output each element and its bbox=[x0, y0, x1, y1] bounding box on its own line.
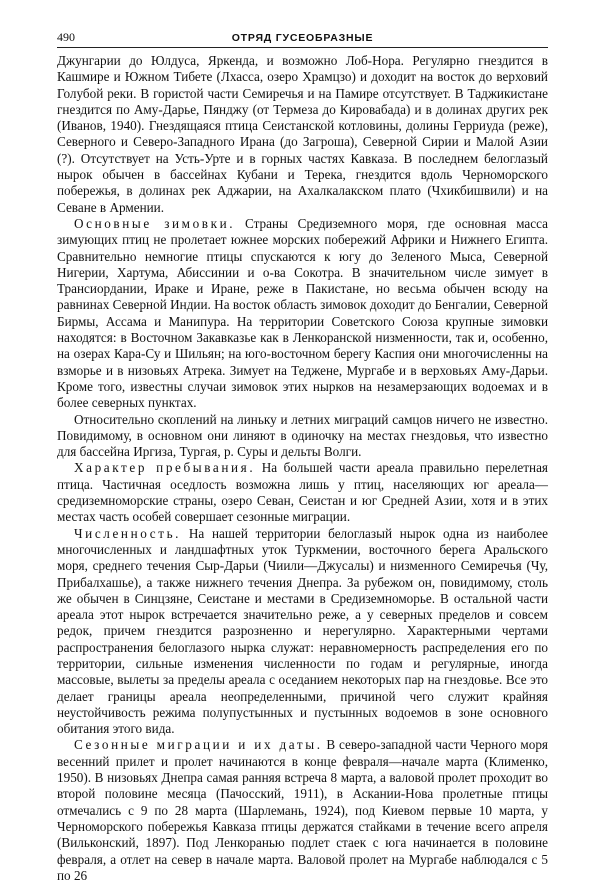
section-heading-migrations: Сезонные миграции и их даты. bbox=[74, 737, 323, 753]
paragraph-range-continuation bbox=[57, 53, 548, 216]
section-heading-abundance: Численность. bbox=[74, 525, 182, 541]
section-heading-residency: Характер пребывания. bbox=[74, 460, 256, 476]
paragraph-text: На нашей территории белоглазый нырок одна из наиболее многочисленных и ландшафтных уток Туркмении, восточного берега Аральского моря, среднего течения Сыр-Дарьи (Чиили—Джусалы) и низменного Семиречья (Чу, Прибалхашье), а также нижнего течения Днепра. За рубежом он, повидимому, столь же обычен в Синцзяне, Сеистане и местами в Средиземноморье. В остальной части ареала этот нырок встречается значительно реже, а у северных пределов и совсем редок, причем гнездится разрозненно и нерегулярно. Характерными чертами распространения белоглазого нырка служат: неравномерность распределения его по территории, сильные изменения численности по годам и регулярные, иногда массовые, вылеты за пределы ареала с оседанием некоторых пар на гнездовье. Все это делает границы ареала неопределенными, причиной чего служит крайняя неустойчивость режима полупустынных и пустынных водоемов в зоне основного обитания этого вида. bbox=[57, 525, 548, 737]
paragraph-wintering bbox=[57, 216, 548, 412]
running-title: ОТРЯД ГУСЕОБРАЗНЫЕ bbox=[231, 32, 374, 44]
body-text bbox=[57, 53, 548, 884]
paragraph-migrations bbox=[57, 737, 548, 884]
section-heading-wintering: Основные зимовки. bbox=[74, 215, 236, 231]
paragraph-text: Страны Средиземного моря, где основная масса зимующих птиц не пролетает южнее морских побережий Африки и Нижнего Египта. Сравнительно немногие птицы спускаются к югу до Зеленого Мыса, Северной Нигерии, Хартума, Абиссинии и о-ва Сокотра. В значительном числе зимует в Трансиордании, Ираке и Иране, реже в Пакистане, но весьма обычен всюду на равнинах Северной Индии. На восток область зимовок доходит до Бенгалии, Северной Бирмы, Ассама и Манипура. На территории Советского Союза крупные зимовки находятся: в Восточном Закавказье как в Ленкоранской низменности, так и, особенно, на озерах Кара-Су и Шильян; на юго-восточном берегу Каспия они многочисленны на взморье и в низовьях Атрека. Зимует на Теджене, Мургабе и в верховьях Аму-Дарьи. Кроме того, известны случаи зимовок этих нырков на незамерзающих водоемах и в более северных пунктах. bbox=[57, 215, 548, 411]
paragraph-text: Относительно скоплений на линьку и летних миграций самцов ничего не известно. Повидимому, в основном они линяют в одиночку на местах гнездовья, что известно для бассейна Иргиза, Тургая, р. Суры и дельты Волги. bbox=[57, 411, 548, 460]
paragraph-molting bbox=[57, 412, 548, 461]
paragraph-text: На большей части ареала правильно перелетная птица. Частичная оседлость возможна лишь у птиц, населяющих юг ареала—средиземноморские страны, озеро Севан, Сеистан и юг Средней Азии, хотя и в этих местах часть особей совершает сезонные миграции. bbox=[57, 460, 548, 525]
paragraph-residency bbox=[57, 460, 548, 525]
paragraph-text: Джунгарии до Юлдуса, Яркенда, и возможно Лоб-Нора. Регулярно гнездится в Кашмире и Южном Тибете (Лхасса, озеро Храмцзо) и доходит на восток до верховий Голубой реки. В гористой части Семиречья и на Памире отсутствует. В Таджикистане гнездится по Аму-Дарье, Пянджу (от Термеза до Кировабада) и в долинах других рек (Иванов, 1940). Гнездящаяся птица Сеистанской котловины, долины Герриуда (реже), Северного и Северо-Западного Ирана (до Загроша), Северной Сирии и Малой Азии (?). Отсутствует на Усть-Урте и в горных частях Кавказа. В последнем белоглазый нырок обычен в бассейнах Кубани и Терека, гнездится вдоль Черноморского побережья, в долинах рек Аджарии, на Ахалкалакском плато (Чхикбишвили) и на Севане в Армении. bbox=[57, 53, 548, 215]
page-number: 490 bbox=[57, 30, 75, 44]
paragraph-abundance bbox=[57, 526, 548, 738]
paragraph-text: В северо-западной части Черного моря весенний прилет и пролет начинаются в конце февраля—начале марта (Клименко, 1950). В низовьях Днепра самая ранняя встреча 8 марта, а валовой пролет проходит во второй половине месяца (Пачосский, 1911), в Аскании-Нова пролетные птицы отмечались с 9 по 28 марта (Шарлемань, 1924), под Киевом первые 10 марта, у Черноморского побережья Кавказа птицы держатся стайками в течение всего апреля (Вильконский, 1897). Под Ленкоранью подлет стаек с юга начинается в половине февраля, а отлет на север в начале марта. Валовой пролет на Мургабе наблюдался с 5 по 26 bbox=[57, 737, 548, 883]
page-header bbox=[57, 30, 548, 48]
